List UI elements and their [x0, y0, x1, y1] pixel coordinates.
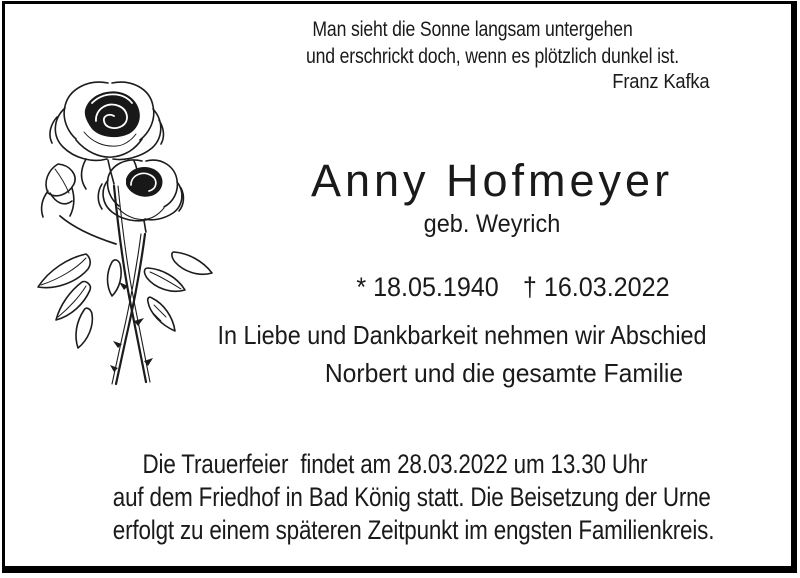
birth-date: * 18.05.1940	[356, 272, 499, 302]
stems	[60, 186, 150, 384]
funeral-line-1: Die Trauerfeier findet am 28.03.2022 um 13.30 Uhr	[142, 449, 648, 479]
quote-block	[270, 16, 715, 94]
deceased-name: Anny Hofmeyer	[310, 155, 674, 206]
farewell-text: In Liebe und Dankbarkeit nehmen wir Abschied	[217, 320, 707, 350]
deceased-block	[242, 155, 742, 332]
funeral-line-2: auf dem Friedhof in Bad König statt. Die Beisetzung der Urne	[112, 482, 711, 512]
rose-bud	[42, 164, 75, 217]
funeral-line-3: erfolgt zu einem späteren Zeitpunkt im engsten Familienkreis.	[112, 515, 715, 545]
mourners-line	[204, 358, 800, 388]
quote-line-2: und erschrickt doch, wenn es plötzlich dunkel ist.	[305, 45, 680, 68]
funeral-info-block	[55, 448, 735, 547]
farewell-line	[162, 320, 762, 350]
mourners-text: Norbert und die gesamte Familie	[324, 358, 684, 388]
life-dates	[260, 242, 725, 332]
maiden-name: geb. Weyrich	[423, 210, 561, 238]
quote-line-1: Man sieht die Sonne langsam untergehen	[312, 18, 633, 41]
rose-lower	[98, 160, 183, 232]
death-date: † 16.03.2022	[522, 272, 670, 302]
quote-attribution: Franz Kafka	[612, 71, 710, 93]
